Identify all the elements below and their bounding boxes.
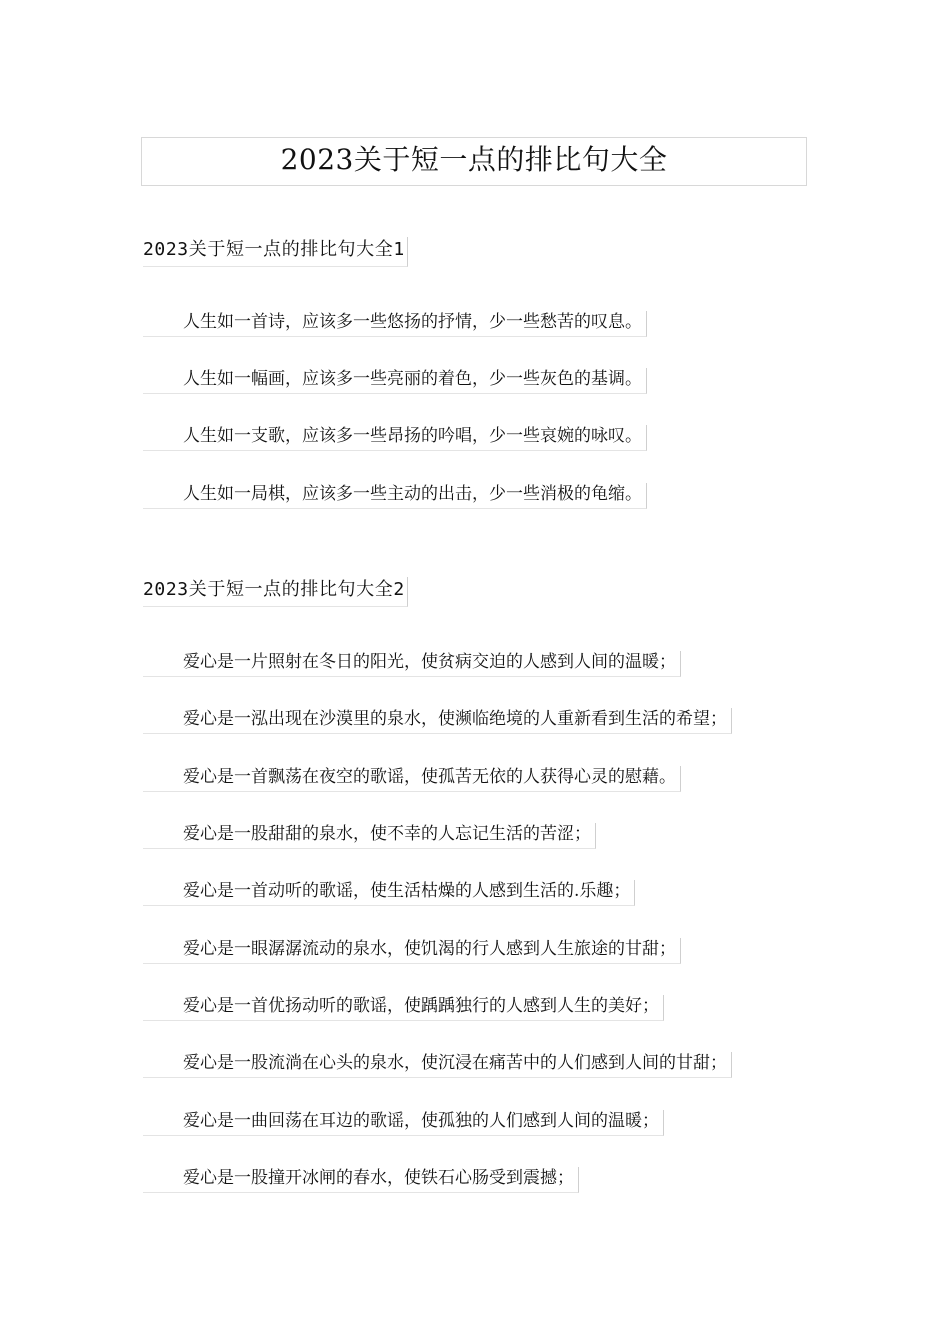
paragraph-line: 人生如一首诗，应该多一些悠扬的抒情，少一些愁苦的叹息。 bbox=[143, 311, 647, 337]
paragraph-line: 爱心是一首飘荡在夜空的歌谣，使孤苦无依的人获得心灵的慰藉。 bbox=[143, 766, 681, 792]
document-title: 2023关于短一点的排比句大全 bbox=[141, 137, 807, 186]
paragraph-line: 爱心是一片照射在冬日的阳光，使贫病交迫的人感到人间的温暖； bbox=[143, 651, 681, 677]
section-heading-2: 2023关于短一点的排比句大全2 bbox=[143, 577, 408, 607]
paragraph-line: 爱心是一股流淌在心头的泉水，使沉浸在痛苦中的人们感到人间的甘甜； bbox=[143, 1052, 732, 1078]
paragraph-line: 爱心是一股甜甜的泉水，使不幸的人忘记生活的苦涩； bbox=[143, 823, 596, 849]
paragraph-line: 爱心是一曲回荡在耳边的歌谣，使孤独的人们感到人间的温暖； bbox=[143, 1110, 664, 1136]
paragraph-line: 人生如一幅画，应该多一些亮丽的着色，少一些灰色的基调。 bbox=[143, 368, 647, 394]
paragraph-line: 爱心是一泓出现在沙漠里的泉水，使濒临绝境的人重新看到生活的希望； bbox=[143, 708, 732, 734]
paragraph-line: 人生如一支歌，应该多一些昂扬的吟唱，少一些哀婉的咏叹。 bbox=[143, 425, 647, 451]
paragraph-line: 爱心是一眼潺潺流动的泉水，使饥渴的行人感到人生旅途的甘甜； bbox=[143, 938, 681, 964]
paragraph-line: 爱心是一首动听的歌谣，使生活枯燥的人感到生活的.乐趣； bbox=[143, 880, 635, 906]
paragraph-line: 爱心是一股撞开冰闸的春水，使铁石心肠受到震撼； bbox=[143, 1167, 579, 1193]
section-heading-1: 2023关于短一点的排比句大全1 bbox=[143, 237, 408, 267]
paragraph-line: 人生如一局棋，应该多一些主动的出击，少一些消极的龟缩。 bbox=[143, 483, 647, 509]
paragraph-line: 爱心是一首优扬动听的歌谣，使踽踽独行的人感到人生的美好； bbox=[143, 995, 664, 1021]
